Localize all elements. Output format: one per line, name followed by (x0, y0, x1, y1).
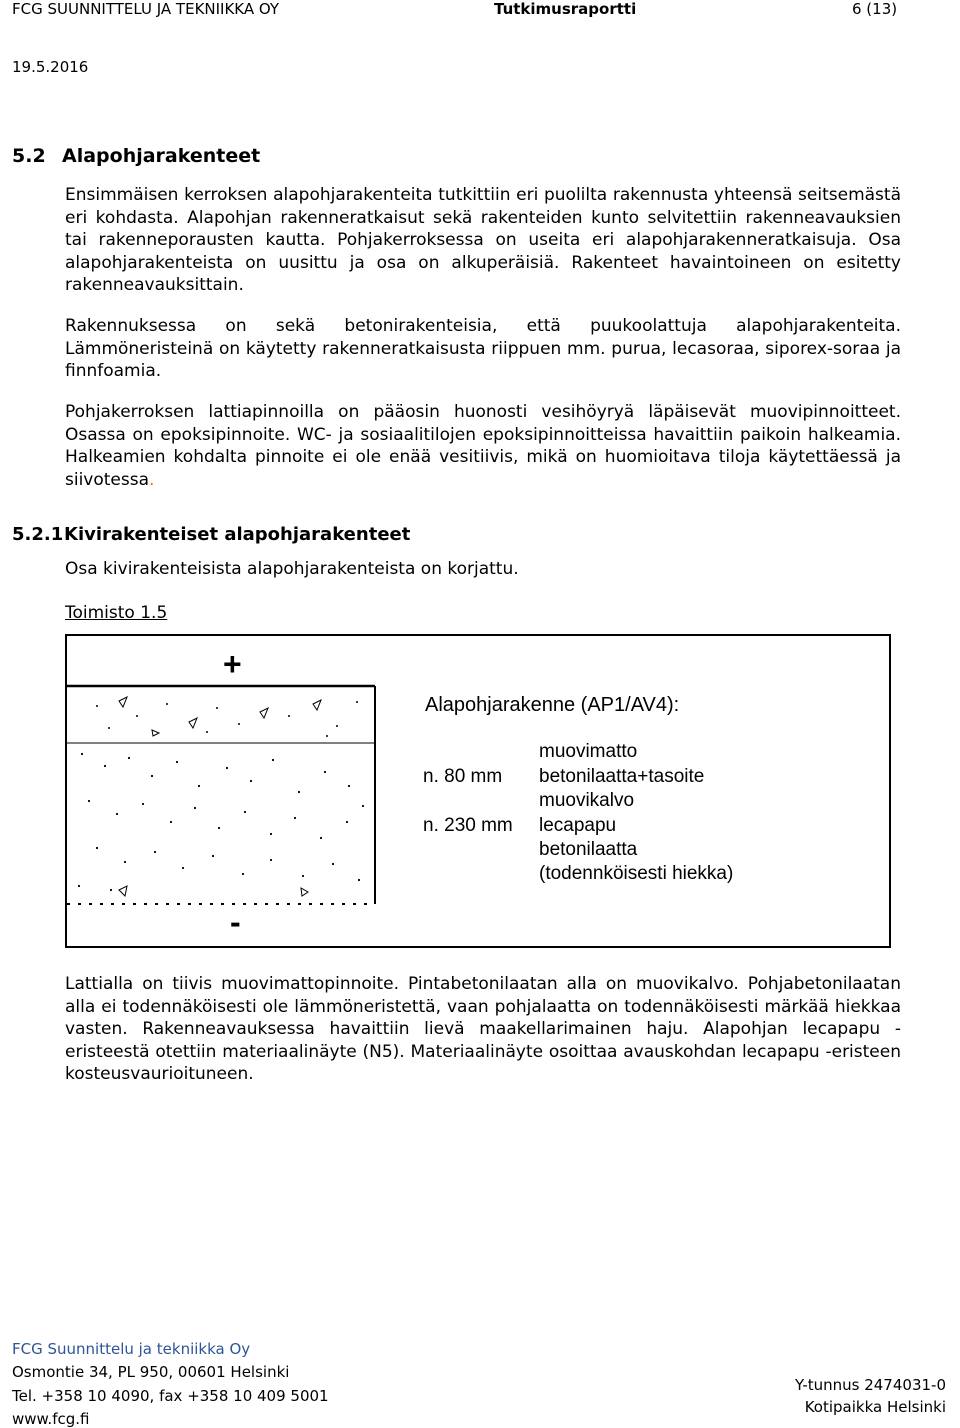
figure-layer-4: lecapapu (539, 815, 617, 836)
header-doc-title: Tutkimusraportti (494, 0, 637, 18)
section-title: Alapohjarakenteet (62, 145, 261, 167)
figure-layer-3: muovikalvo (539, 790, 635, 811)
footer-company: FCG Suunnittelu ja tekniikka Oy (12, 1340, 251, 1358)
figure-thickness-2: n. 230 mm (423, 815, 513, 836)
paragraph-3-end-mark: . (149, 469, 155, 490)
subsection-number: 5.2.1 (12, 524, 64, 545)
figure-thickness-1: n. 80 mm (423, 766, 503, 787)
section-heading (12, 145, 260, 167)
paragraph-2: Rakennuksessa on sekä betonirakenteisia, että puukoolattuja alapohjarakenteita. Lämmöneristeinä on käytetty rakenneratkaisusta riippuen mm. purua, lecasoraa, siporex-soraa ja finnfoamia. (65, 316, 901, 382)
header-company: FCG SUUNNITTELU JA TEKNIIKKA OY (12, 0, 280, 18)
closing-paragraph: Lattialla on tiivis muovimattopinnoite. Pintabetonilaatan alla on muovikalvo. Pohjabetonilaatan alla ei todennäköisesti ole lämmöneristettä, vaan pohjalaatta on todennäköisesti märkää hiekkaa vasten. Rakenneavauksessa havaittiin lievä maakellarimainen haju. Alapohjan lecapapu -eristeestä otettiin materiaalinäyte (N5). Materiaalinäyte osoittaa avauskohdan lecapapu -eristeen kosteusvaurioituneen. (65, 974, 901, 1085)
footer-phone: Tel. +358 10 4090, fax +358 10 409 5001 (12, 1387, 329, 1405)
paragraph-3-text: Pohjakerroksen lattiapinnoilla on pääosin huonosti vesihöyryä läpäisevät muovipinnoitteet. Osassa on epoksipinnoite. WC- ja sosiaalitilojen epoksipinnoitteissa havaittiin paikoin halkeamia. Halkeamien kohdalta pinnoite ei ole enää vesitiivis, mikä on huomioitava tiloja käytettäessä ja siivotessa (65, 402, 901, 490)
figure-title: Alapohjarakenne (AP1/AV4): (425, 694, 680, 716)
header-page-number: 6 (13) (852, 0, 898, 18)
floor-structure-figure (65, 634, 891, 948)
figure-layer-1: muovimatto (539, 741, 638, 762)
paragraph-3 (65, 401, 901, 491)
figure-plus-sign: + (223, 646, 242, 682)
footer-website[interactable]: www.fcg.fi (12, 1410, 90, 1428)
figure-minus-sign: - (230, 904, 241, 940)
footer-address: Osmontie 34, PL 950, 00601 Helsinki (12, 1363, 290, 1381)
subsection-intro: Osa kivirakenteisista alapohjarakenteista on korjattu. (65, 559, 519, 579)
section-number: 5.2 (12, 145, 46, 167)
location-label: Toimisto 1.5 (65, 603, 168, 623)
figure-layer-5: betonilaatta (539, 839, 638, 860)
footer-domicile: Kotipaikka Helsinki (804, 1398, 946, 1416)
figure-layer-2: betonilaatta+tasoite (539, 766, 705, 787)
subsection-title: Kivirakenteiset alapohjarakenteet (64, 524, 411, 545)
header-date: 19.5.2016 (12, 58, 89, 76)
subsection-heading (12, 524, 410, 545)
figure-layer-6: (todennköisesti hiekka) (539, 863, 734, 884)
paragraph-1: Ensimmäisen kerroksen alapohjarakenteita tutkittiin eri puolilta rakennusta yhteensä seitsemästä eri kohdasta. Alapohjan rakenneratkaisut sekä rakenteiden kunto selvitettiin rakenneavauksien tai rakenneporausten kautta. Pohjakerroksessa on useita eri alapohjarakenneratkaisuja. Osa alapohjarakenteista on uusittu ja osa on alkuperäisiä. Rakenteet havaintoineen on esitetty rakenneavauksittain. (65, 185, 901, 296)
footer-business-id: Y-tunnus 2474031-0 (794, 1376, 946, 1394)
floor-structure-drawing (67, 636, 893, 950)
